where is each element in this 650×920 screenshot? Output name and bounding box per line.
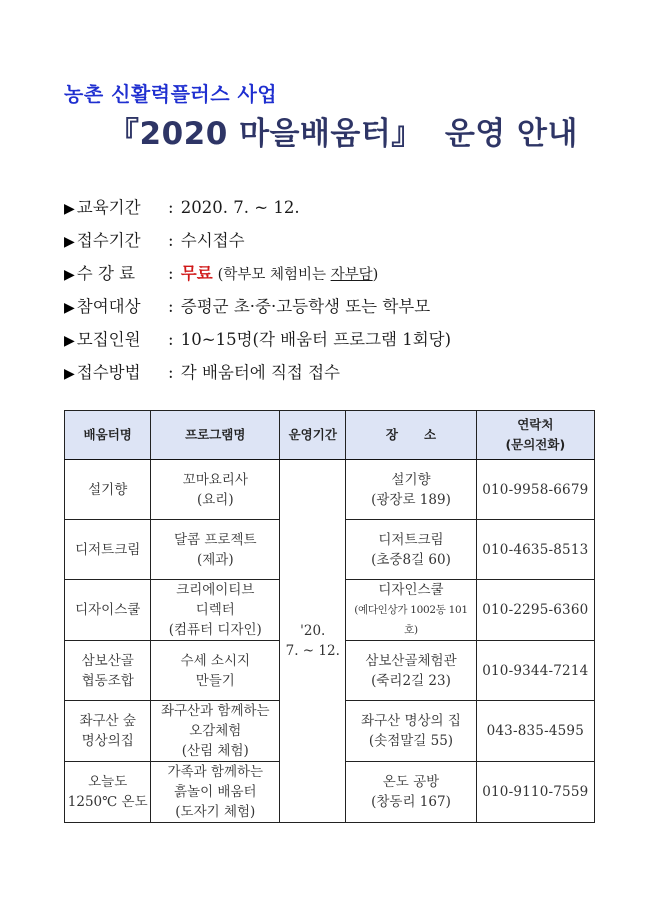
info-label: 모집인원 bbox=[76, 330, 141, 349]
phone-cell: 010-4635-8513 bbox=[476, 520, 594, 580]
location-cell bbox=[346, 580, 476, 641]
phone-cell: 010-9344-7214 bbox=[476, 641, 594, 701]
fee-note-text: (학부모 체험비는 bbox=[217, 267, 331, 283]
info-value: 증평군 초·중·고등학생 또는 학부모 bbox=[180, 297, 431, 316]
fee-note bbox=[218, 260, 379, 291]
program-name-line2: 만들기 bbox=[195, 672, 235, 689]
info-colon: : bbox=[168, 363, 174, 382]
title-suffix: 운영 안내 bbox=[444, 116, 578, 152]
triangle-right-icon: ▶ bbox=[64, 267, 75, 283]
program-name: 꼬마요리사 bbox=[182, 471, 248, 488]
location-name: 온도 공방 bbox=[382, 774, 440, 790]
info-value: 10~15명(각 배움터 프로그램 1회당) bbox=[180, 330, 452, 349]
fee-free-highlight: 무료 bbox=[180, 264, 213, 283]
program-name: 수세 소시지 bbox=[180, 652, 251, 669]
program-cell bbox=[151, 580, 280, 641]
venue-name-line2: 1250℃ 온도 bbox=[67, 794, 148, 810]
info-label: 접수기간 bbox=[76, 231, 141, 250]
program-table bbox=[64, 410, 595, 823]
venue-name-line2: 명상의집 bbox=[81, 733, 134, 749]
period-year: '20. bbox=[300, 623, 326, 639]
venue-cell bbox=[65, 580, 151, 641]
program-category: (산림 체험) bbox=[181, 743, 249, 759]
info-value: 수시접수 bbox=[180, 231, 245, 250]
triangle-right-icon: ▶ bbox=[64, 333, 75, 349]
program-category: (컴퓨터 디자인) bbox=[168, 622, 262, 638]
location-address: (솟점말길 55) bbox=[368, 733, 454, 749]
column-header-program: 프로그램명 bbox=[151, 411, 280, 460]
table-header-row bbox=[65, 411, 595, 460]
location-name: 디저트크림 bbox=[378, 531, 444, 548]
program-cell bbox=[151, 520, 280, 580]
program-name-line2: 오감체험 bbox=[189, 723, 242, 739]
info-label: 참여대상 bbox=[76, 297, 141, 316]
info-list bbox=[64, 192, 451, 390]
location-cell bbox=[346, 460, 476, 520]
location-address: (죽리2길 23) bbox=[371, 672, 451, 689]
program-cell bbox=[151, 762, 280, 823]
triangle-right-icon: ▶ bbox=[64, 201, 75, 217]
venue-cell bbox=[65, 701, 151, 762]
info-item-period bbox=[64, 192, 451, 225]
page-subtitle: 농촌 신활력플러스 사업 bbox=[64, 82, 278, 106]
page-title bbox=[108, 108, 578, 153]
fee-note-underlined: 자부담 bbox=[330, 267, 373, 283]
venue-cell bbox=[65, 641, 151, 701]
fee-note-close: ) bbox=[372, 267, 379, 283]
program-cell bbox=[151, 641, 280, 701]
location-cell bbox=[346, 701, 476, 762]
program-name: 크리에이티브 bbox=[176, 582, 255, 598]
info-value: 각 배움터에 직접 접수 bbox=[180, 363, 340, 382]
period-cell bbox=[280, 460, 346, 823]
location-header-label: 장 소 bbox=[385, 427, 437, 442]
location-address: (광장로 189) bbox=[371, 491, 451, 508]
info-item-method bbox=[64, 357, 451, 390]
program-cell bbox=[151, 701, 280, 762]
column-header-location bbox=[346, 411, 476, 460]
info-item-application-period bbox=[64, 225, 451, 258]
venue-cell bbox=[65, 520, 151, 580]
program-category: (요리) bbox=[196, 491, 234, 508]
info-label: 교육기간 bbox=[76, 198, 141, 217]
venue-name: 삼보산골 bbox=[81, 652, 134, 669]
location-name: 디자인스쿨 bbox=[378, 582, 444, 598]
location-cell bbox=[346, 641, 476, 701]
period-months: 7. ~ 12. bbox=[285, 643, 340, 659]
venue-name: 설기향 bbox=[88, 481, 128, 498]
location-name: 삼보산골체험관 bbox=[365, 652, 457, 669]
info-colon: : bbox=[168, 297, 174, 316]
location-cell bbox=[346, 762, 476, 823]
contact-header-label: 연락처 bbox=[517, 417, 554, 432]
info-colon: : bbox=[168, 231, 174, 250]
title-main: 『2020 마을배움터』 bbox=[108, 116, 423, 152]
program-name: 달콤 프로젝트 bbox=[174, 531, 257, 548]
location-name: 좌구산 명상의 집 bbox=[361, 713, 461, 729]
venue-name: 좌구산 숲 bbox=[79, 713, 136, 729]
info-label: 접수방법 bbox=[76, 363, 141, 382]
info-colon: : bbox=[168, 198, 174, 217]
triangle-right-icon: ▶ bbox=[64, 300, 75, 316]
venue-name: 오늘도 bbox=[88, 774, 128, 790]
venue-name: 디저트크림 bbox=[75, 541, 141, 558]
phone-cell: 010-2295-6360 bbox=[476, 580, 594, 641]
info-label: 수 강 료 bbox=[76, 264, 136, 283]
program-cell bbox=[151, 460, 280, 520]
column-header-period: 운영기간 bbox=[280, 411, 346, 460]
venue-cell bbox=[65, 460, 151, 520]
info-colon: : bbox=[168, 264, 174, 283]
phone-cell: 043-835-4595 bbox=[476, 701, 594, 762]
triangle-right-icon: ▶ bbox=[64, 234, 75, 250]
info-item-target bbox=[64, 291, 451, 324]
location-name: 설기향 bbox=[391, 471, 431, 488]
location-address: (초중8길 60) bbox=[371, 551, 451, 568]
contact-header-sublabel: (문의전화) bbox=[505, 437, 566, 452]
program-name: 좌구산과 함께하는 bbox=[160, 703, 270, 719]
phone-cell: 010-9958-6679 bbox=[476, 460, 594, 520]
program-category: (도자기 체험) bbox=[175, 804, 256, 820]
info-colon: : bbox=[168, 330, 174, 349]
phone-cell: 010-9110-7559 bbox=[476, 762, 594, 823]
info-item-capacity bbox=[64, 324, 451, 357]
location-address: (예다인상가 1002동 101호) bbox=[354, 604, 468, 636]
column-header-contact bbox=[476, 411, 594, 460]
triangle-right-icon: ▶ bbox=[64, 366, 75, 382]
info-value: 2020. 7. ~ 12. bbox=[180, 198, 300, 217]
program-name: 가족과 함께하는 bbox=[167, 764, 264, 780]
location-cell bbox=[346, 520, 476, 580]
table-row bbox=[65, 460, 595, 520]
venue-cell bbox=[65, 762, 151, 823]
program-name-line2: 흙놀이 배움터 bbox=[174, 784, 257, 800]
program-category: (제과) bbox=[196, 551, 234, 568]
info-item-fee bbox=[64, 258, 451, 291]
venue-name: 디자이스쿨 bbox=[75, 602, 141, 618]
program-name-line2: 디렉터 bbox=[195, 602, 235, 618]
location-address: (창동리 167) bbox=[371, 794, 451, 810]
column-header-venue: 배움터명 bbox=[65, 411, 151, 460]
venue-name-line2: 협동조합 bbox=[81, 672, 134, 689]
